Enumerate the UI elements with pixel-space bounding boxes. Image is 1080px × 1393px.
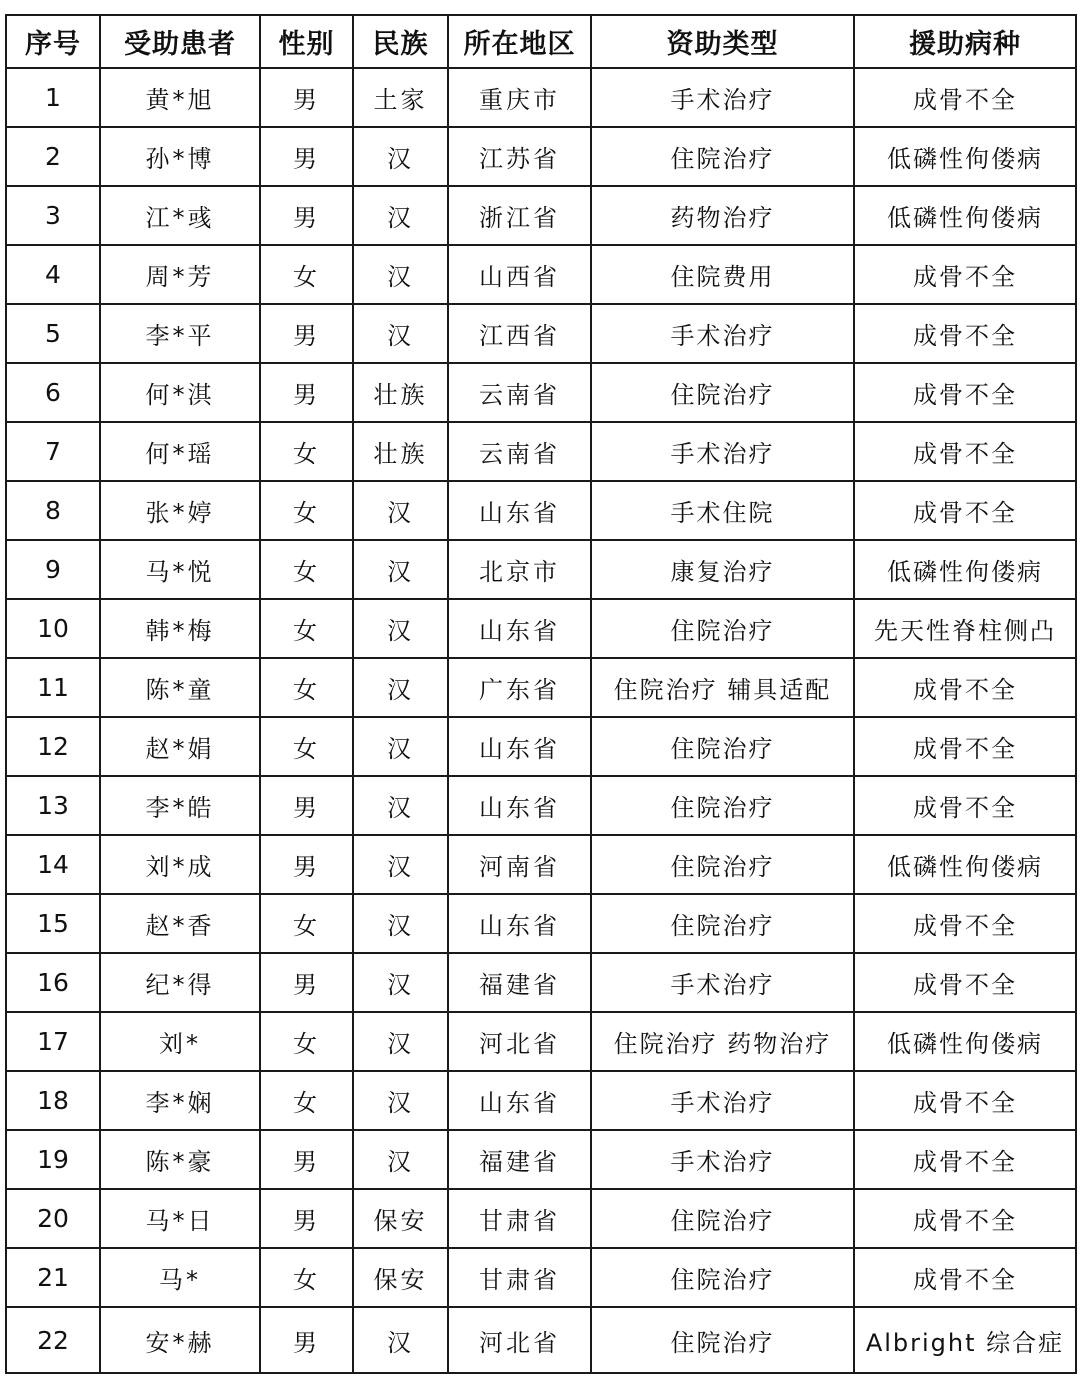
header-region: 所在地区 — [448, 15, 591, 68]
cell-ethnicity: 汉 — [353, 1130, 448, 1189]
cell-gender: 男 — [260, 363, 353, 422]
cell-gender: 男 — [260, 953, 353, 1012]
cell-aid-type: 手术治疗 — [591, 304, 854, 363]
cell-aid-type: 手术住院 — [591, 481, 854, 540]
cell-disease: 成骨不全 — [854, 304, 1076, 363]
cell-serial-number: 1 — [6, 68, 100, 127]
table-row — [6, 776, 1076, 835]
cell-disease: 成骨不全 — [854, 68, 1076, 127]
cell-patient-name: 黄*旭 — [100, 68, 260, 127]
table-row — [6, 1189, 1076, 1248]
cell-region: 浙江省 — [448, 186, 591, 245]
cell-patient-name: 江*彧 — [100, 186, 260, 245]
header-ethnicity: 民族 — [353, 15, 448, 68]
cell-region: 广东省 — [448, 658, 591, 717]
cell-ethnicity: 汉 — [353, 1012, 448, 1071]
cell-disease: 低磷性佝偻病 — [854, 127, 1076, 186]
cell-gender: 女 — [260, 540, 353, 599]
cell-ethnicity: 保安 — [353, 1248, 448, 1307]
cell-serial-number: 9 — [6, 540, 100, 599]
cell-disease: 成骨不全 — [854, 422, 1076, 481]
header-disease: 援助病种 — [854, 15, 1076, 68]
cell-disease: 成骨不全 — [854, 953, 1076, 1012]
cell-patient-name: 韩*梅 — [100, 599, 260, 658]
cell-ethnicity: 汉 — [353, 1307, 448, 1373]
cell-region: 河南省 — [448, 835, 591, 894]
cell-ethnicity: 汉 — [353, 186, 448, 245]
table-row — [6, 1012, 1076, 1071]
cell-disease: 成骨不全 — [854, 245, 1076, 304]
cell-patient-name: 马* — [100, 1248, 260, 1307]
cell-region: 福建省 — [448, 953, 591, 1012]
cell-patient-name: 陈*豪 — [100, 1130, 260, 1189]
cell-gender: 女 — [260, 481, 353, 540]
cell-aid-type: 手术治疗 — [591, 1071, 854, 1130]
cell-aid-type: 住院治疗 — [591, 599, 854, 658]
cell-serial-number: 11 — [6, 658, 100, 717]
header-gender: 性别 — [260, 15, 353, 68]
cell-region: 重庆市 — [448, 68, 591, 127]
table-row — [6, 1307, 1076, 1373]
cell-region: 山东省 — [448, 717, 591, 776]
cell-ethnicity: 汉 — [353, 776, 448, 835]
cell-aid-type: 住院治疗 — [591, 835, 854, 894]
cell-region: 云南省 — [448, 422, 591, 481]
cell-patient-name: 何*瑶 — [100, 422, 260, 481]
cell-disease: 低磷性佝偻病 — [854, 835, 1076, 894]
cell-ethnicity: 汉 — [353, 717, 448, 776]
cell-region: 江西省 — [448, 304, 591, 363]
cell-gender: 女 — [260, 894, 353, 953]
cell-aid-type: 住院治疗 辅具适配 — [591, 658, 854, 717]
cell-serial-number: 7 — [6, 422, 100, 481]
cell-disease: 成骨不全 — [854, 1189, 1076, 1248]
cell-patient-name: 刘*成 — [100, 835, 260, 894]
cell-aid-type: 手术治疗 — [591, 68, 854, 127]
cell-gender: 女 — [260, 245, 353, 304]
cell-disease: 低磷性佝偻病 — [854, 1012, 1076, 1071]
cell-region: 河北省 — [448, 1012, 591, 1071]
cell-region: 山东省 — [448, 481, 591, 540]
cell-patient-name: 李*平 — [100, 304, 260, 363]
table-row — [6, 245, 1076, 304]
cell-serial-number: 4 — [6, 245, 100, 304]
table-row — [6, 186, 1076, 245]
cell-region: 山东省 — [448, 776, 591, 835]
cell-ethnicity: 保安 — [353, 1189, 448, 1248]
cell-serial-number: 2 — [6, 127, 100, 186]
table-row — [6, 363, 1076, 422]
cell-gender: 女 — [260, 1248, 353, 1307]
cell-aid-type: 手术治疗 — [591, 1130, 854, 1189]
cell-patient-name: 李*皓 — [100, 776, 260, 835]
cell-gender: 男 — [260, 1130, 353, 1189]
table-row — [6, 304, 1076, 363]
cell-aid-type: 药物治疗 — [591, 186, 854, 245]
table-row — [6, 658, 1076, 717]
cell-serial-number: 17 — [6, 1012, 100, 1071]
cell-aid-type: 手术治疗 — [591, 422, 854, 481]
cell-region: 江苏省 — [448, 127, 591, 186]
cell-region: 河北省 — [448, 1307, 591, 1373]
cell-region: 甘肃省 — [448, 1248, 591, 1307]
cell-serial-number: 6 — [6, 363, 100, 422]
cell-serial-number: 20 — [6, 1189, 100, 1248]
table-row — [6, 1248, 1076, 1307]
cell-aid-type: 住院治疗 — [591, 363, 854, 422]
cell-serial-number: 12 — [6, 717, 100, 776]
table-row — [6, 835, 1076, 894]
table-row — [6, 422, 1076, 481]
cell-disease: 成骨不全 — [854, 363, 1076, 422]
cell-disease: Albright 综合症 — [854, 1307, 1076, 1373]
cell-gender: 女 — [260, 599, 353, 658]
table-row — [6, 540, 1076, 599]
cell-serial-number: 22 — [6, 1307, 100, 1373]
cell-serial-number: 16 — [6, 953, 100, 1012]
cell-region: 山西省 — [448, 245, 591, 304]
cell-region: 甘肃省 — [448, 1189, 591, 1248]
cell-patient-name: 周*芳 — [100, 245, 260, 304]
cell-patient-name: 何*淇 — [100, 363, 260, 422]
cell-disease: 成骨不全 — [854, 717, 1076, 776]
cell-patient-name: 刘* — [100, 1012, 260, 1071]
cell-region: 山东省 — [448, 894, 591, 953]
cell-ethnicity: 汉 — [353, 835, 448, 894]
cell-patient-name: 赵*香 — [100, 894, 260, 953]
table-header — [6, 15, 1076, 68]
cell-patient-name: 马*悦 — [100, 540, 260, 599]
cell-aid-type: 住院治疗 药物治疗 — [591, 1012, 854, 1071]
cell-gender: 男 — [260, 1189, 353, 1248]
cell-ethnicity: 汉 — [353, 127, 448, 186]
cell-region: 山东省 — [448, 1071, 591, 1130]
cell-ethnicity: 汉 — [353, 894, 448, 953]
cell-aid-type: 住院治疗 — [591, 127, 854, 186]
header-serial-number: 序号 — [6, 15, 100, 68]
header-patient: 受助患者 — [100, 15, 260, 68]
cell-gender: 女 — [260, 1012, 353, 1071]
cell-disease: 成骨不全 — [854, 1248, 1076, 1307]
cell-disease: 成骨不全 — [854, 481, 1076, 540]
cell-serial-number: 15 — [6, 894, 100, 953]
cell-patient-name: 纪*得 — [100, 953, 260, 1012]
cell-region: 福建省 — [448, 1130, 591, 1189]
cell-disease: 成骨不全 — [854, 776, 1076, 835]
table-row — [6, 1071, 1076, 1130]
cell-disease: 先天性脊柱侧凸 — [854, 599, 1076, 658]
table-row — [6, 481, 1076, 540]
header-aid-type: 资助类型 — [591, 15, 854, 68]
cell-gender: 女 — [260, 1071, 353, 1130]
cell-serial-number: 3 — [6, 186, 100, 245]
cell-serial-number: 13 — [6, 776, 100, 835]
cell-aid-type: 住院治疗 — [591, 894, 854, 953]
cell-region: 云南省 — [448, 363, 591, 422]
cell-disease: 低磷性佝偻病 — [854, 186, 1076, 245]
cell-ethnicity: 汉 — [353, 658, 448, 717]
cell-ethnicity: 汉 — [353, 599, 448, 658]
cell-aid-type: 手术治疗 — [591, 953, 854, 1012]
cell-aid-type: 住院治疗 — [591, 1307, 854, 1373]
table-body — [6, 68, 1076, 1373]
table-row — [6, 894, 1076, 953]
cell-gender: 男 — [260, 304, 353, 363]
table-row — [6, 127, 1076, 186]
cell-gender: 女 — [260, 658, 353, 717]
cell-patient-name: 李*娴 — [100, 1071, 260, 1130]
cell-ethnicity: 汉 — [353, 481, 448, 540]
table-row — [6, 68, 1076, 127]
cell-serial-number: 19 — [6, 1130, 100, 1189]
cell-serial-number: 21 — [6, 1248, 100, 1307]
cell-patient-name: 安*赫 — [100, 1307, 260, 1373]
cell-ethnicity: 汉 — [353, 953, 448, 1012]
cell-ethnicity: 汉 — [353, 1071, 448, 1130]
cell-aid-type: 住院治疗 — [591, 717, 854, 776]
table-row — [6, 953, 1076, 1012]
cell-aid-type: 住院费用 — [591, 245, 854, 304]
cell-aid-type: 住院治疗 — [591, 1248, 854, 1307]
cell-disease: 低磷性佝偻病 — [854, 540, 1076, 599]
cell-disease: 成骨不全 — [854, 894, 1076, 953]
cell-patient-name: 赵*娟 — [100, 717, 260, 776]
cell-ethnicity: 土家 — [353, 68, 448, 127]
cell-patient-name: 孙*博 — [100, 127, 260, 186]
cell-patient-name: 陈*童 — [100, 658, 260, 717]
cell-ethnicity: 壮族 — [353, 363, 448, 422]
header-row — [6, 15, 1076, 68]
cell-serial-number: 18 — [6, 1071, 100, 1130]
cell-ethnicity: 汉 — [353, 304, 448, 363]
table-row — [6, 599, 1076, 658]
table-row — [6, 1130, 1076, 1189]
cell-region: 山东省 — [448, 599, 591, 658]
cell-gender: 男 — [260, 1307, 353, 1373]
cell-gender: 男 — [260, 835, 353, 894]
cell-disease: 成骨不全 — [854, 658, 1076, 717]
cell-serial-number: 10 — [6, 599, 100, 658]
cell-patient-name: 张*婷 — [100, 481, 260, 540]
cell-gender: 男 — [260, 186, 353, 245]
cell-ethnicity: 壮族 — [353, 422, 448, 481]
cell-aid-type: 住院治疗 — [591, 1189, 854, 1248]
patient-aid-table — [5, 14, 1077, 1374]
cell-gender: 女 — [260, 717, 353, 776]
cell-region: 北京市 — [448, 540, 591, 599]
cell-gender: 女 — [260, 422, 353, 481]
cell-disease: 成骨不全 — [854, 1071, 1076, 1130]
cell-aid-type: 住院治疗 — [591, 776, 854, 835]
table-row — [6, 717, 1076, 776]
cell-ethnicity: 汉 — [353, 540, 448, 599]
cell-gender: 男 — [260, 776, 353, 835]
cell-disease: 成骨不全 — [854, 1130, 1076, 1189]
cell-gender: 男 — [260, 68, 353, 127]
cell-serial-number: 5 — [6, 304, 100, 363]
cell-patient-name: 马*日 — [100, 1189, 260, 1248]
cell-gender: 男 — [260, 127, 353, 186]
cell-serial-number: 14 — [6, 835, 100, 894]
cell-aid-type: 康复治疗 — [591, 540, 854, 599]
cell-ethnicity: 汉 — [353, 245, 448, 304]
cell-serial-number: 8 — [6, 481, 100, 540]
